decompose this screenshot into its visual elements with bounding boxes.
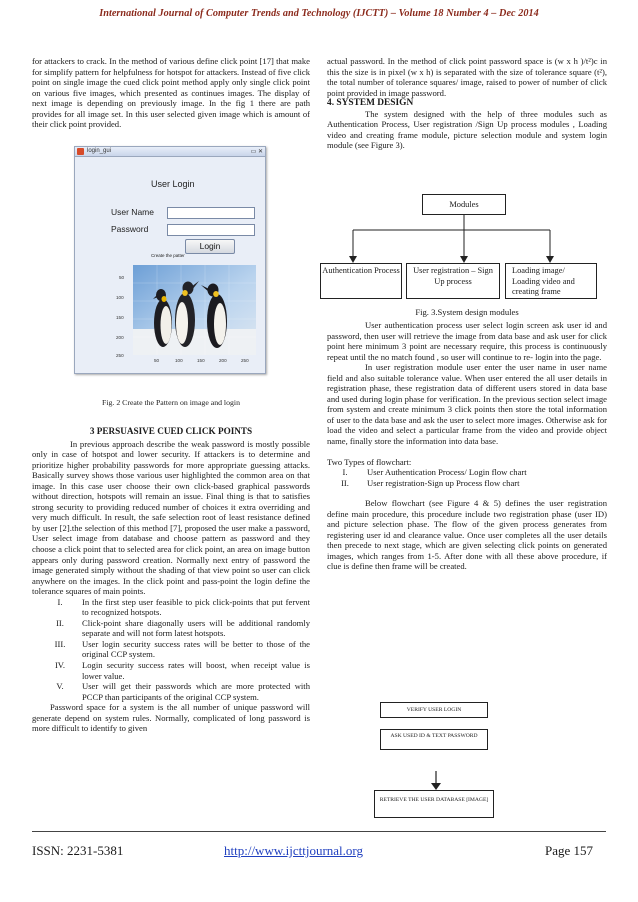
- list-item: I. In the first step user feasible to pick click-points that put fervent to recognized hotspots.: [57, 596, 310, 618]
- password-space-paragraph: Password space for a system is the all number of unique password will generate depend on system rules. Normally, complicated of long password is more difficult to identify to given: [32, 702, 310, 734]
- flow-step-retrieve: RETRIEVE THE USER DATABASE [IMAGE]: [374, 790, 494, 818]
- list-item: III. User login security success rates will be better to those of the original CCP system.: [54, 638, 310, 660]
- left-column: [32, 56, 310, 130]
- journal-header: International Journal of Computer Trends and Technology (IJCTT) – Volume 18 Number 4 – Dec 2014: [99, 8, 539, 19]
- footer-journal-link[interactable]: http://www.ijcttjournal.org: [224, 843, 364, 858]
- section4-paragraph: The system designed with the help of three modules such as Authentication Process, User registration /Sign Up process modules , Loading video and creating frame module, picture selection module and system login module (see Figure 3).: [327, 108, 607, 151]
- footer-issn: ISSN: 2231-5381: [32, 843, 124, 858]
- window-controls-icon[interactable]: ▭ ✕: [250, 149, 263, 155]
- flowchart-list: [327, 467, 607, 488]
- section3: [32, 426, 310, 734]
- login-gui-screenshot: login_gui ▭ ✕ User Login User Name Password Login Create the patter 50 100 150 200 250 50 100 150 200 250: [74, 146, 266, 374]
- list-item: V. User will get their passwords which are more protected with PCCP than participants of the original CCP system.: [56, 681, 310, 702]
- username-input[interactable]: [167, 207, 255, 219]
- penguin-image-plot[interactable]: [133, 265, 256, 355]
- login-heading: User Login: [151, 179, 195, 189]
- username-label: User Name: [111, 207, 154, 217]
- right-column-bottom: [327, 320, 607, 572]
- footer-page-number: Page 157: [545, 843, 594, 858]
- registration-paragraph: In user registration module user enter the user name in user name field and also suitable tolerance value. When user entered the all user details in registration phase, these registration data of different users stored in data base and used during login phase for verification. In the previous section select image from system and create minimum 3 click points then store the total information of user to the data base and ask the user to select more images. Otherwise ask for load the video and select a particular frame from the video and provide object name, finally store the information into data base.: [327, 362, 607, 447]
- modules-box: Modules: [422, 194, 506, 215]
- login-button[interactable]: Login: [185, 239, 235, 254]
- window-titlebar: [75, 147, 265, 157]
- window-title: login_gui: [87, 148, 112, 154]
- section3-paragraph: In previous approach describe the weak password is mostly possible only in case of hotspot and lower security. If attackers is to determine and prioritize higher probability passwords for more appropriate guessing attacks. Basically survey shows those various user highlighted the common area on that image. In this case user choose their own click-based graphical passwords without direction, hotspots will remain an issue. Final thing is that to satisfies strong security to providing reduced number of choices it extra overriding and very much difficult. In result, the safe selection root of least resistance defined by user [2].the selection of this method [7], proposed the user make a password, User select image from database and choose pattern as password and they choose a click point that to selected area for click point, an area on image button appears only during password creation. Normally next entry of password the image generated simply without the shading of that view point so user can click anywhere on the images. In the click point and pass-point the login define the tolerance squares of main points.: [32, 438, 310, 597]
- flowchart-types-label: Two Types of flowchart:: [327, 456, 412, 467]
- section4-title: 4. SYSTEM DESIGN: [327, 98, 414, 109]
- section3-title: 3 PERSUASIVE CUED CLICK POINTS: [89, 426, 253, 436]
- left-intro-paragraph: for attackers to crack. In the method of various define click point [17] that make for simplify pattern for helpfulness for hotspot for attackers. Instead of five click point on single image the cued click point method apply only single click point on various five images, which presented as continues images. The display of next image is depending on previously image. In the fig 1 there are path provides for all image set. In this user selected given image which is amount of their click point provided.: [32, 56, 310, 130]
- pccp-list: [32, 597, 310, 702]
- list-item: IV. Login security success rates will boost, when receipt value is lower value.: [54, 660, 310, 681]
- auth-process-box: Authentication Process: [320, 263, 402, 299]
- registration-box: User registration – Sign Up process: [406, 263, 500, 299]
- list-item: II. User registration-Sign up Process flow chart: [341, 477, 520, 488]
- auth-paragraph: User authentication process user select login screen ask user id and password, then user will retrieve the image from data base and ask user for click point here minimum 3 point are necessary require, this process is continuously repeat until the no match found , so user will continue to re- login into the page.: [327, 320, 607, 362]
- flow-step-verify: VERIFY USER LOGIN: [380, 702, 488, 718]
- figure2-caption: Fig. 2 Create the Pattern on image and login: [102, 398, 240, 407]
- flowchart-description: Below flowchart (see Figure 4 & 5) defines the user registration define main procedure, this procedure include two registration phase (user ID) and picture selection phase. The flow of the given process generates from registering user id and clearance value. Once user completes all the user details then precede to next stage, which are given selecting click points on generated images, which ranges from 1-5. After done with all these above procedure, if clue is define then frame will be created.: [327, 498, 607, 572]
- footer-rule: [32, 831, 606, 832]
- flow-step-ask-id: ASK USED ID & TEXT PASSWORD: [380, 729, 488, 750]
- right-column-top: [327, 56, 607, 151]
- list-item: I. User Authentication Process/ Login flow chart: [342, 467, 527, 478]
- password-label: Password: [111, 224, 149, 234]
- right-intro-paragraph: actual password. In the method of click point password space is (w x h )/t²)c in this the size is in pixel (w x h) is separated with the size of tolerance square (t²), the total number of tolerance squares/ image, raised to power of number of click point provided in image password.: [327, 56, 607, 98]
- app-icon: [77, 148, 84, 155]
- list-item: II. Click-point share diagonally users will be additional randomly separate and will not form latest hotspots.: [56, 617, 310, 639]
- pattern-hint: Create the patter: [151, 253, 185, 258]
- figure3-caption: Fig. 3.System design modules: [415, 307, 519, 317]
- password-input[interactable]: [167, 224, 255, 236]
- loading-box: Loading image/ Loading video and creating frame: [505, 263, 597, 299]
